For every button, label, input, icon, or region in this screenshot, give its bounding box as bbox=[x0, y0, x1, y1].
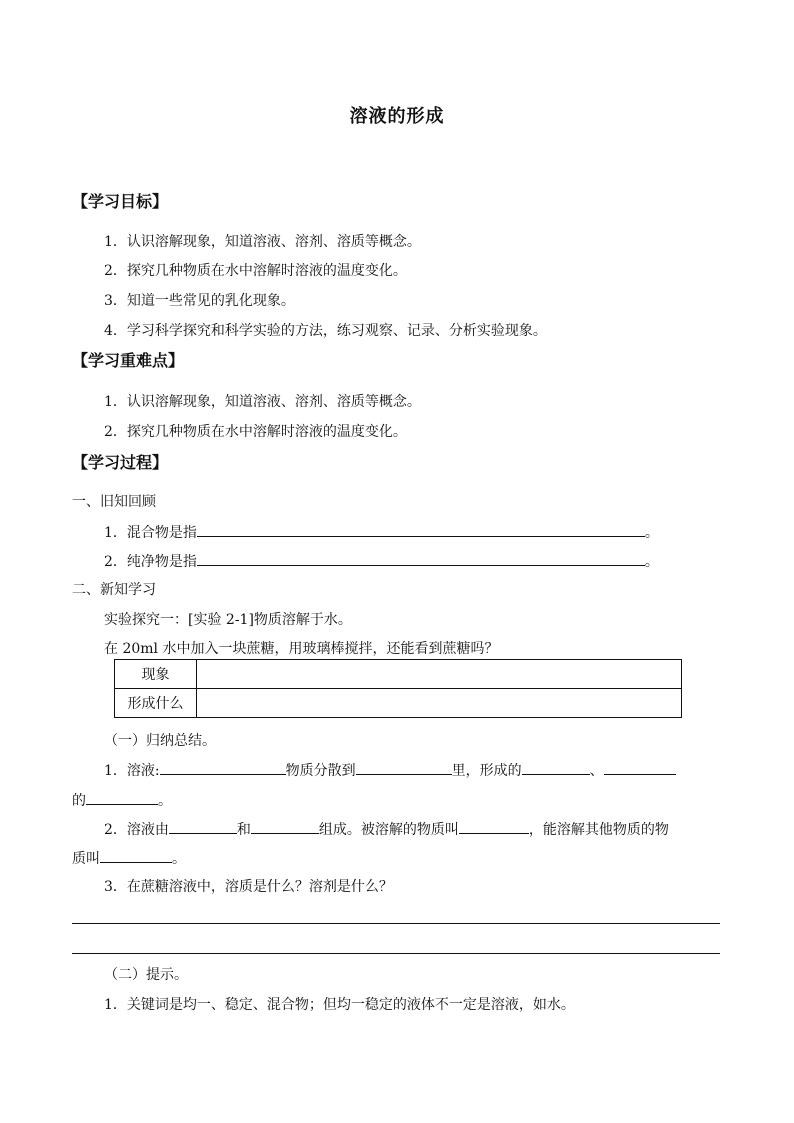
objectives-heading: 【学习目标】 bbox=[72, 192, 169, 211]
fill-blank[interactable] bbox=[459, 819, 529, 834]
summary-text: 组成。被溶解的物质叫 bbox=[318, 822, 459, 838]
summary-text: 和 bbox=[236, 822, 251, 838]
summary-text: 里，形成的 bbox=[451, 763, 522, 779]
fill-blank[interactable] bbox=[197, 522, 645, 537]
summary-text: 的 bbox=[72, 793, 86, 809]
objective-item: 4．学习科学探究和科学实验的方法，练习观察、记录、分析实验现象。 bbox=[104, 323, 547, 339]
objective-item: 2．探究几种物质在水中溶解时溶液的温度变化。 bbox=[104, 263, 407, 279]
fill-blank[interactable] bbox=[251, 819, 319, 834]
process-heading: 【学习过程】 bbox=[72, 453, 169, 472]
review-question-1 bbox=[104, 522, 659, 543]
answer-line[interactable] bbox=[72, 923, 720, 924]
summary-text: 。 bbox=[158, 793, 172, 809]
summary-line-1-cont bbox=[72, 790, 172, 811]
experiment-title: 实验探究一：[实验 2-1]物质溶解于水。 bbox=[104, 612, 352, 628]
period: 。 bbox=[644, 525, 659, 541]
fill-blank[interactable] bbox=[197, 551, 645, 566]
review-question-2 bbox=[104, 551, 659, 572]
page-title: 溶液的形成 bbox=[349, 106, 445, 127]
review-question-2-label: 2．纯净物是指 bbox=[104, 554, 197, 570]
phenomenon-answer-cell[interactable] bbox=[197, 660, 682, 689]
summary-line-2 bbox=[104, 819, 669, 840]
key-point-item: 2．探究几种物质在水中溶解时溶液的温度变化。 bbox=[104, 424, 407, 440]
observation-table bbox=[114, 659, 682, 718]
new-learning-heading: 二、新知学习 bbox=[72, 582, 156, 598]
hint-heading: （二）提示。 bbox=[104, 967, 188, 983]
fill-blank[interactable] bbox=[86, 790, 158, 805]
fill-blank[interactable] bbox=[100, 848, 172, 863]
experiment-question: 在 20ml 水中加入一块蔗糖，用玻璃棒搅拌，还能看到蔗糖吗？ bbox=[104, 641, 499, 657]
key-points-heading: 【学习重难点】 bbox=[72, 351, 185, 370]
formation-answer-cell[interactable] bbox=[197, 689, 682, 718]
objective-item: 3．知道一些常见的乳化现象。 bbox=[104, 293, 295, 309]
summary-question-3: 3．在蔗糖溶液中，溶质是什么？溶剂是什么？ bbox=[104, 879, 393, 895]
objective-item: 1．认识溶解现象，知道溶液、溶剂、溶质等概念。 bbox=[104, 234, 421, 250]
summary-text: ，能溶解其他物质的物 bbox=[528, 822, 669, 838]
fill-blank[interactable] bbox=[522, 760, 590, 775]
row-label-phenomenon: 现象 bbox=[115, 660, 197, 689]
fill-blank[interactable] bbox=[160, 760, 286, 775]
summary-text: 物质分散到 bbox=[285, 763, 356, 779]
fill-blank[interactable] bbox=[604, 760, 676, 775]
key-point-item: 1．认识溶解现象，知道溶液、溶剂、溶质等概念。 bbox=[104, 394, 421, 410]
fill-blank[interactable] bbox=[356, 760, 452, 775]
summary-heading: （一）归纳总结。 bbox=[104, 733, 216, 749]
period: 。 bbox=[644, 554, 659, 570]
answer-line[interactable] bbox=[72, 953, 720, 954]
summary-text: 、 bbox=[589, 763, 604, 779]
hint-item: 1．关键词是均一、稳定、混合物；但均一稳定的液体不一定是溶液，如水。 bbox=[104, 997, 575, 1013]
summary-text: 2．溶液由 bbox=[104, 822, 169, 838]
summary-text: 。 bbox=[172, 851, 186, 867]
table-row bbox=[115, 689, 682, 718]
summary-text: 质叫 bbox=[72, 851, 100, 867]
review-question-1-label: 1．混合物是指 bbox=[104, 525, 197, 541]
row-label-formation: 形成什么 bbox=[115, 689, 197, 718]
summary-line-1 bbox=[104, 760, 676, 781]
summary-line-2-cont bbox=[72, 848, 186, 869]
summary-text: 1．溶液: bbox=[104, 763, 160, 779]
table-row bbox=[115, 660, 682, 689]
review-heading: 一、旧知回顾 bbox=[72, 494, 156, 510]
fill-blank[interactable] bbox=[169, 819, 237, 834]
